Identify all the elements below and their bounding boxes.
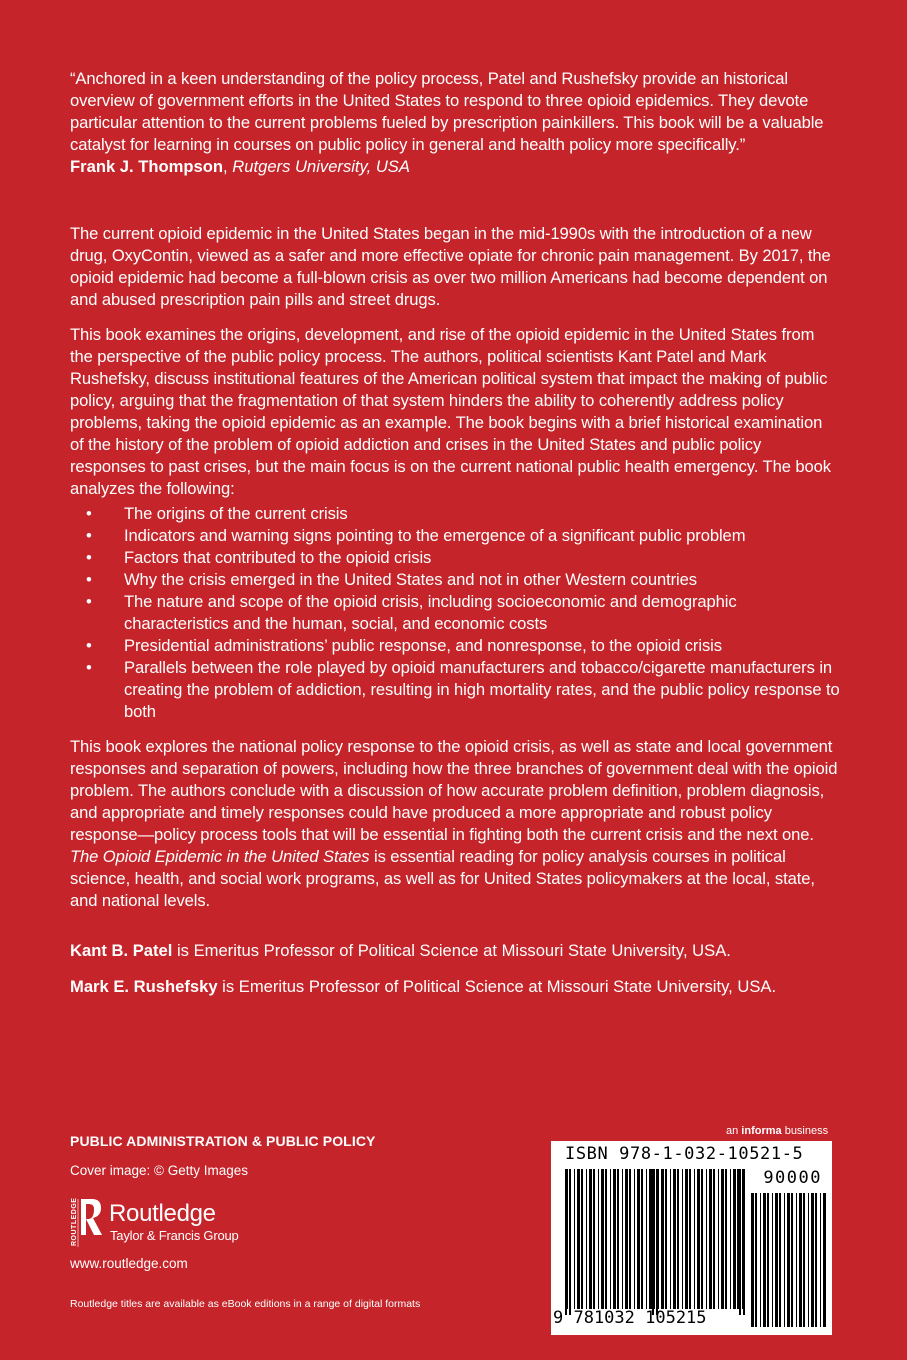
bullet-icon: • (86, 636, 92, 655)
barcode-bar (815, 1193, 817, 1327)
bullet-icon: • (86, 658, 92, 677)
barcode-bar (649, 1169, 652, 1309)
barcode-bar (670, 1169, 671, 1309)
barcode-bar (685, 1169, 688, 1309)
barcode-bar (779, 1193, 781, 1327)
barcode-bar (721, 1169, 724, 1309)
author-bio: Mark E. Rushefsky is Emeritus Professor of Political Science at Missouri State University, USA. (70, 977, 777, 996)
barcode-bar (706, 1169, 707, 1309)
barcode-digits: 9 781032 105215 (553, 1308, 707, 1328)
barcode-bar (737, 1169, 739, 1309)
barcode-guard-bar (739, 1169, 741, 1315)
back-cover-text (70, 68, 840, 998)
endorser-name: Frank J. Thompson (70, 157, 224, 176)
barcode-panel (551, 1141, 832, 1335)
barcode-bar (574, 1169, 575, 1309)
barcode-bar (713, 1169, 715, 1309)
barcode-bar (694, 1169, 695, 1309)
barcode-guard-bar (743, 1169, 745, 1315)
endorser-affiliation: Rutgers University, USA (232, 157, 410, 176)
list-item: • Indicators and warning signs pointing to the emergence of a significant public problem (86, 526, 746, 545)
barcode-guard-bar (569, 1169, 571, 1315)
publisher-group: Taylor & Francis Group (110, 1228, 239, 1243)
barcode-guard-bar (565, 1169, 567, 1315)
series-label: PUBLIC ADMINISTRATION & PUBLIC POLICY (70, 1133, 376, 1149)
barcode-bar (661, 1169, 664, 1309)
list-item: • Factors that contributed to the opioid crisis (86, 548, 432, 567)
barcode-guard-bar (656, 1169, 658, 1315)
barcode-bar (718, 1169, 719, 1309)
barcode-bar (808, 1193, 809, 1327)
barcode-bar (796, 1193, 797, 1327)
topics-list (70, 503, 840, 723)
list-item: • The nature and scope of the opioid crisis, including socioeconomic and demographic characteristics and the human, social, and economic costs (86, 592, 737, 633)
logo-vertical-text: ROUTLEDGE (71, 1197, 78, 1246)
barcode-bar (617, 1169, 619, 1309)
barcode-bar (673, 1169, 676, 1309)
barcode-bar (772, 1193, 773, 1327)
endorsement-attribution (70, 156, 840, 178)
bullet-icon: • (86, 548, 92, 567)
barcode-bar (709, 1169, 712, 1309)
routledge-logo (68, 1197, 308, 1249)
barcode-bar (593, 1169, 595, 1309)
barcode-bar (763, 1193, 766, 1327)
barcode-bar (622, 1169, 623, 1309)
barcode-bar (613, 1169, 616, 1309)
barcode-bar (682, 1169, 683, 1309)
barcode-bar (637, 1169, 640, 1309)
publisher-website: www.routledge.com (70, 1256, 188, 1271)
barcode-bar (641, 1169, 643, 1309)
barcode-bar (605, 1169, 607, 1309)
barcode-bar (767, 1193, 769, 1327)
list-item: • Why the crisis emerged in the United States and not in other Western countries (86, 570, 697, 589)
ebook-note: Routledge titles are available as eBook editions in a range of digital formats (70, 1298, 421, 1310)
routledge-r-icon (68, 1197, 104, 1249)
barcode-bar (658, 1169, 659, 1309)
barcode-bar (760, 1193, 761, 1327)
isbn-number: ISBN 978-1-032-10521-5 (565, 1144, 804, 1164)
cover-credit: Cover image: © Getty Images (70, 1163, 249, 1178)
endorser-separator: , (223, 157, 233, 176)
price-code: 90000 (763, 1168, 822, 1188)
barcode-bar (646, 1169, 647, 1309)
bullet-icon: • (86, 526, 92, 545)
description-paragraph-2: This book examines the origins, development, and rise of the opioid epidemic in the United States from the perspective of the public policy process. The authors, political scientists Kant Patel and Mark Rushefsky, discuss institutional features of the American political system that impact the making of public policy, arguing that the fragmentation of that system hinders the ability to coherently address policy problems, taking the opioid epidemic as an example. The book begins with a brief historical examination of the history of the problem of opioid addiction and crises in the United States and public policy responses to past crises, but the main focus is on the current national public health emergency. The book analyzes the following: (70, 325, 831, 498)
barcode-bar (701, 1169, 703, 1309)
barcode-bar (589, 1169, 592, 1309)
barcode-bar (784, 1193, 785, 1327)
barcode-bar (725, 1169, 727, 1309)
barcode-bar (629, 1169, 631, 1309)
barcode-bar (775, 1193, 778, 1327)
barcode-bar (697, 1169, 700, 1309)
author-name: Mark E. Rushefsky (70, 977, 218, 996)
barcode-bar (665, 1169, 667, 1309)
barcode-guard-bar (652, 1169, 654, 1315)
barcode-bar (601, 1169, 604, 1309)
barcode-bar (751, 1193, 754, 1327)
informa-brand: informa (741, 1125, 782, 1137)
barcode-bar (577, 1169, 580, 1309)
barcode-bar (803, 1193, 805, 1327)
book-title: The Opioid Epidemic in the United States (70, 847, 370, 866)
barcode-bar (733, 1169, 736, 1309)
author-name: Kant B. Patel (70, 941, 173, 960)
publisher-name: Routledge (109, 1200, 216, 1227)
barcode-bar (730, 1169, 731, 1309)
barcode-bar (820, 1193, 821, 1327)
barcode-bar (581, 1169, 583, 1309)
barcode-bar (799, 1193, 802, 1327)
bullet-icon: • (86, 504, 92, 523)
endorsement-quote: “Anchored in a keen understanding of the policy process, Patel and Rushefsky provide an historical overview of government efforts in the United States to respond to three opioid epidemics. They devote particular attention to the current problems fueled by prescription painkillers. This book will be a valuable catalyst for learning in courses on public policy in general and health policy more specifically.” (70, 69, 824, 154)
author-bios (70, 940, 840, 998)
barcode-bar (823, 1193, 826, 1327)
informa-tagline: an informa business (726, 1125, 829, 1137)
barcode-bar (811, 1193, 814, 1327)
author-bio: Kant B. Patel is Emeritus Professor of Political Science at Missouri State University, USA. (70, 941, 731, 960)
barcode-bar (586, 1169, 587, 1309)
barcode-bar (634, 1169, 635, 1309)
list-item: • The origins of the current crisis (86, 504, 348, 523)
barcode-bar (610, 1169, 611, 1309)
bullet-icon: • (86, 570, 92, 589)
barcode-bar (755, 1193, 757, 1327)
barcode-bar (689, 1169, 691, 1309)
barcode-bar (677, 1169, 679, 1309)
barcode-bar (598, 1169, 599, 1309)
description-paragraph-3: This book explores the national policy response to the opioid crisis, as well as state and local government responses and separation of powers, including how the three branches of government deal with the opioid problem. The authors conclude with a discussion of how accurate problem definition, problem diagnosis, and appropriate and timely responses could have produced a more appropriate and robust policy response—policy process tools that will be essential in fighting both the current crisis and the next one. The Opioid Epidemic in the United States is essential reading for policy analysis courses in political science, health, and social work programs, as well as for United States policymakers at the local, state, and national levels. (70, 737, 838, 910)
list-item: • Presidential administrations’ public response, and nonresponse, to the opioid crisis (86, 636, 722, 655)
barcode-bar (625, 1169, 628, 1309)
list-item: • Parallels between the role played by opioid manufacturers and tobacco/cigarette manufacturers in creating the problem of addiction, resulting in high mortality rates, and the public policy response to both (86, 658, 840, 721)
barcode-bar (742, 1169, 743, 1309)
bullet-icon: • (86, 592, 92, 611)
description-paragraph-1: The current opioid epidemic in the United States began in the mid-1990s with the introduction of a new drug, OxyContin, viewed as a safer and more effective opiate for chronic pain management. By 2017, the opioid epidemic had become a full-blown crisis as over two million Americans had become dependent on and abused prescription pain pills and street drugs. (70, 224, 831, 309)
barcode-bar (787, 1193, 790, 1327)
barcode-bar (791, 1193, 793, 1327)
